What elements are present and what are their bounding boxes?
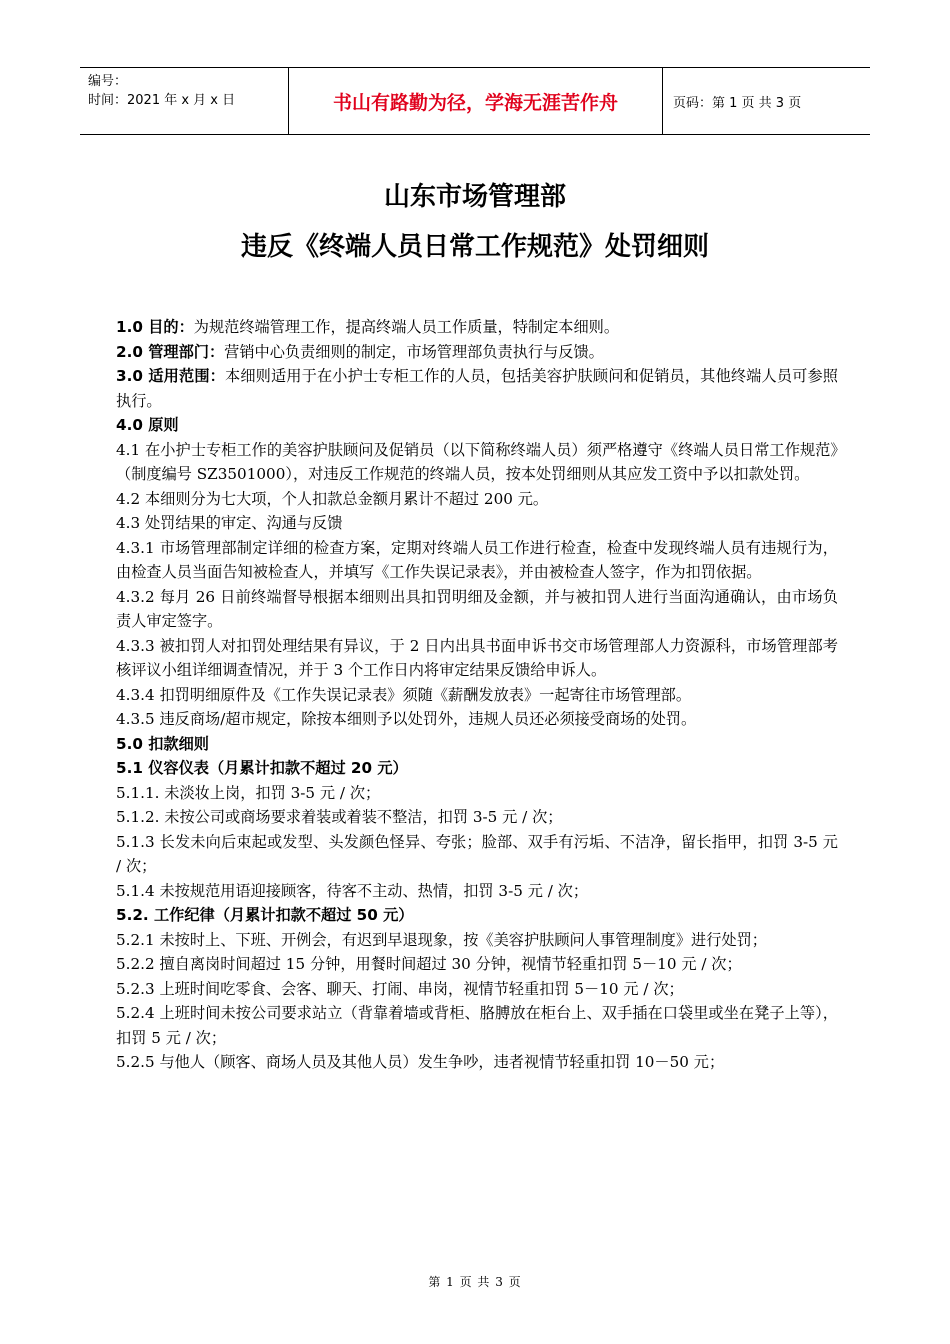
paragraph-text: 5.1.1. 未淡妆上岗，扣罚 3-5 元 / 次； (116, 783, 381, 802)
paragraph (116, 977, 838, 1002)
paragraph (116, 438, 838, 487)
paragraph (116, 511, 838, 536)
paragraph (116, 683, 838, 708)
paragraph-heading: 1.0 目的： (116, 318, 194, 336)
paragraph-text: 5.2.4 上班时间未按公司要求站立（背靠着墙或背柜、胳膊放在柜台上、双手插在口袋里或坐在凳子上等），扣罚 5 元 / 次； (116, 1004, 838, 1047)
paragraph (116, 756, 838, 781)
page-footer: 第 1 页 共 3 页 (428, 1275, 522, 1289)
paragraph (116, 364, 838, 413)
paragraph (116, 413, 838, 438)
paragraph-text: 5.2.2 擅自离岗时间超过 15 分钟，用餐时间超过 30 分钟，视情节轻重扣罚 5－10 元 / 次； (116, 955, 742, 973)
header-page-info: 页码：第 1 页 共 3 页 (673, 95, 802, 111)
paragraph-text: 5.2.1 未按时上、下班、开例会，有迟到早退现象，按《美容护肤顾问人事管理制度》进行处罚； (116, 930, 767, 949)
paragraph (116, 781, 838, 806)
time-label: 时间：2021 年 x 月 x 日 (88, 93, 236, 108)
paragraph (116, 315, 838, 340)
paragraph-text: 4.2 本细则分为七大项，个人扣款总金额月累计不超过 200 元。 (116, 489, 549, 508)
header-meta (80, 68, 288, 134)
paragraph-heading: 4.0 原则 (116, 416, 179, 434)
paragraph (116, 879, 838, 904)
paragraph (116, 928, 838, 953)
paragraph-heading: 3.0 适用范围： (116, 367, 225, 385)
number-label: 编号： (88, 74, 128, 89)
paragraph-text: 5.1.4 未按规范用语迎接顾客，待客不主动、热情，扣罚 3-5 元 / 次； (116, 881, 589, 900)
paragraph-text: 4.3.3 被扣罚人对扣罚处理结果有异议，于 2 日内出具书面申诉书交市场管理部人力资源科，市场管理部考核评议小组详细调查情况，并于 3 个工作日内将审定结果反馈给申诉人。 (116, 636, 838, 679)
paragraph-text: 5.1.2. 未按公司或商场要求着装或着装不整洁，扣罚 3-5 元 / 次； (116, 808, 563, 826)
paragraph-heading: 5.0 扣款细则 (116, 734, 209, 753)
paragraph (116, 487, 838, 512)
paragraph (116, 585, 838, 634)
paragraph (116, 340, 838, 365)
paragraph (116, 634, 838, 683)
paragraph (116, 707, 838, 732)
header-motto: 书山有路勤为径，学海无涯苦作舟 (288, 68, 663, 134)
paragraph-text: 4.1 在小护士专柜工作的美容护肤顾问及促销员（以下简称终端人员）须严格遵守《终端人员日常工作规范》（制度编号 SZ3501000），对违反工作规范的终端人员，按本处罚细则从其应发工资中予以扣款处罚。 (116, 440, 838, 483)
paragraph-text: 本细则适用于在小护士专柜工作的人员，包括美容护肤顾问和促销员，其他终端人员可参照执行。 (116, 367, 838, 410)
paragraph-text: 4.3.5 违反商场/超市规定，除按本细则予以处罚外，违规人员还必须接受商场的处罚。 (116, 710, 697, 728)
paragraph-heading: 5.1 仪容仪表（月累计扣款不超过 20 元） (116, 759, 408, 777)
paragraph (116, 536, 838, 585)
paragraph (116, 1050, 838, 1075)
paragraph (116, 732, 838, 757)
paragraph-text: 4.3.1 市场管理部制定详细的检查方案，定期对终端人员工作进行检查，检查中发现终端人员有违规行为，由检查人员当面告知被检查人，并填写《工作失误记录表》，并由被检查人签字，作为扣罚依据。 (116, 538, 838, 581)
paragraph-text: 为规范终端管理工作，提高终端人员工作质量，特制定本细则。 (193, 318, 620, 336)
paragraph-text: 5.2.5 与他人（顾客、商场人员及其他人员）发生争吵，违者视情节轻重扣罚 10－50 元； (116, 1053, 725, 1071)
paragraph-text: 5.2.3 上班时间吃零食、会客、聊天、打闹、串岗，视情节轻重扣罚 5－10 元 / 次； (116, 979, 684, 998)
document-body (116, 315, 838, 1075)
paragraph (116, 805, 838, 830)
document-title-main: 违反《终端人员日常工作规范》处罚细则 (240, 232, 709, 262)
paragraph-text: 4.3.2 每月 26 日前终端督导根据本细则出具扣罚明细及金额，并与被扣罚人进行当面沟通确认，由市场负责人审定签字。 (116, 587, 838, 630)
paragraph-heading: 5.2. 工作纪律（月累计扣款不超过 50 元） (116, 906, 414, 924)
paragraph-heading: 2.0 管理部门： (116, 342, 225, 361)
paragraph (116, 830, 838, 879)
paragraph (116, 903, 838, 928)
paragraph (116, 1001, 838, 1050)
paragraph-text: 4.3.4 扣罚明细原件及《工作失误记录表》须随《薪酬发放表》一起寄往市场管理部。 (116, 685, 692, 704)
page-header (80, 67, 870, 135)
paragraph-text: 5.1.3 长发未向后束起或发型、头发颜色怪异、夸张；脸部、双手有污垢、不洁净，留长指甲，扣罚 3-5 元 / 次； (116, 832, 838, 875)
paragraph-text: 4.3 处罚结果的审定、沟通与反馈 (116, 514, 343, 532)
paragraph-text: 营销中心负责细则的制定，市场管理部负责执行与反馈。 (224, 342, 604, 361)
document-title-org: 山东市场管理部 (383, 182, 566, 212)
paragraph (116, 952, 838, 977)
